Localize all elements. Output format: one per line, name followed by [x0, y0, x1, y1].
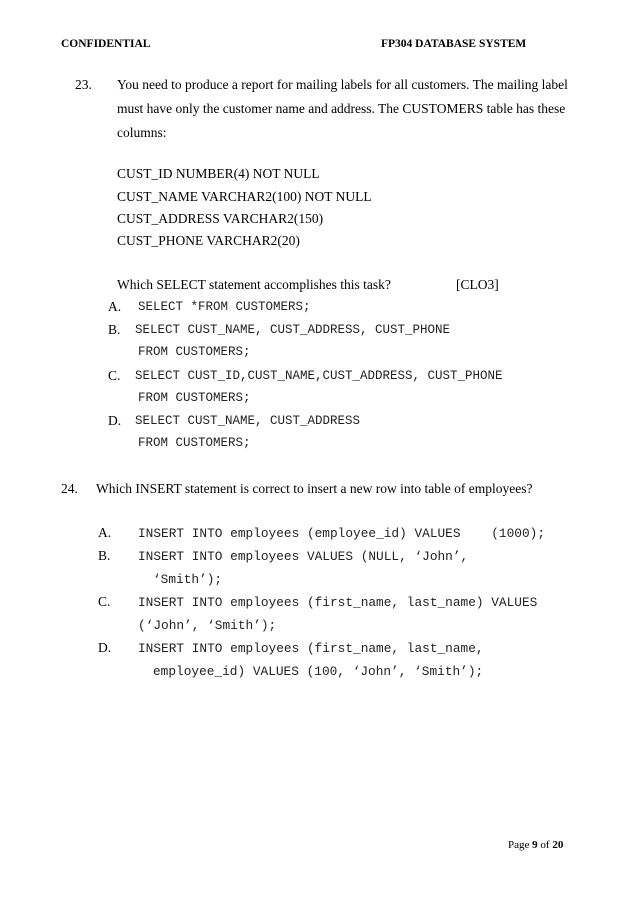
option-23-a-line-1: SELECT *FROM CUSTOMERS;: [138, 300, 311, 314]
page-number: [508, 839, 563, 851]
question-24-number: 24.: [61, 481, 78, 496]
column-def-3: CUST_ADDRESS VARCHAR2(150): [117, 211, 324, 226]
question-23-line-2: must have only the customer name and address. The CUSTOMERS table has these: [117, 101, 566, 116]
question-23-line-1: You need to produce a report for mailing labels for all customers. The mailing label: [117, 77, 568, 92]
page-of-word: of: [540, 839, 550, 851]
option-23-c-line-2: FROM CUSTOMERS;: [138, 391, 251, 405]
option-24-b-line-1: INSERT INTO employees VALUES (NULL, ‘John’,: [138, 549, 469, 564]
option-24-a-line-1: INSERT INTO employees (employee_id) VALUES (1000);: [138, 526, 546, 541]
column-def-1: CUST_ID NUMBER(4) NOT NULL: [117, 166, 320, 181]
option-24-a-letter: A.: [98, 525, 112, 540]
option-23-b-line-1: SELECT CUST_NAME, CUST_ADDRESS, CUST_PHONE: [135, 323, 451, 337]
option-23-a-letter: A.: [108, 299, 122, 314]
option-23-d-letter: D.: [108, 413, 122, 428]
question-23-number: 23.: [75, 77, 92, 92]
option-23-d-line-1: SELECT CUST_NAME, CUST_ADDRESS: [135, 414, 361, 428]
question-23-line-3: columns:: [117, 125, 167, 140]
option-24-c-letter: C.: [98, 594, 111, 609]
option-23-c-letter: C.: [108, 368, 121, 383]
option-24-d-letter: D.: [98, 640, 112, 655]
column-def-4: CUST_PHONE VARCHAR2(20): [117, 233, 300, 248]
header-confidential: CONFIDENTIAL: [61, 38, 151, 50]
header-course-title: FP304 DATABASE SYSTEM: [381, 38, 527, 50]
page-current: 9: [532, 839, 538, 851]
question-23-prompt: Which SELECT statement accomplishes this task?: [117, 277, 391, 292]
option-23-b-letter: B.: [108, 322, 121, 337]
option-23-b-line-2: FROM CUSTOMERS;: [138, 345, 251, 359]
option-24-b-letter: B.: [98, 548, 111, 563]
question-24-prompt: Which INSERT statement is correct to insert a new row into table of employees?: [96, 481, 533, 496]
option-24-d-line-1: INSERT INTO employees (first_name, last_name,: [138, 641, 484, 656]
option-24-d-line-2: employee_id) VALUES (100, ‘John’, ‘Smith’);: [153, 664, 484, 679]
page-word: Page: [508, 839, 530, 851]
option-24-c-line-2: (‘John’, ‘Smith’);: [138, 618, 277, 633]
option-24-c-line-1: INSERT INTO employees (first_name, last_name) VALUES: [138, 595, 538, 610]
column-def-2: CUST_NAME VARCHAR2(100) NOT NULL: [117, 189, 372, 204]
page-total: 20: [552, 839, 564, 851]
option-23-d-line-2: FROM CUSTOMERS;: [138, 436, 251, 450]
option-24-b-line-2: ‘Smith’);: [153, 572, 223, 587]
option-23-c-line-1: SELECT CUST_ID,CUST_NAME,CUST_ADDRESS, CUST_PHONE: [135, 369, 503, 383]
question-23-clo: [CLO3]: [456, 277, 499, 292]
